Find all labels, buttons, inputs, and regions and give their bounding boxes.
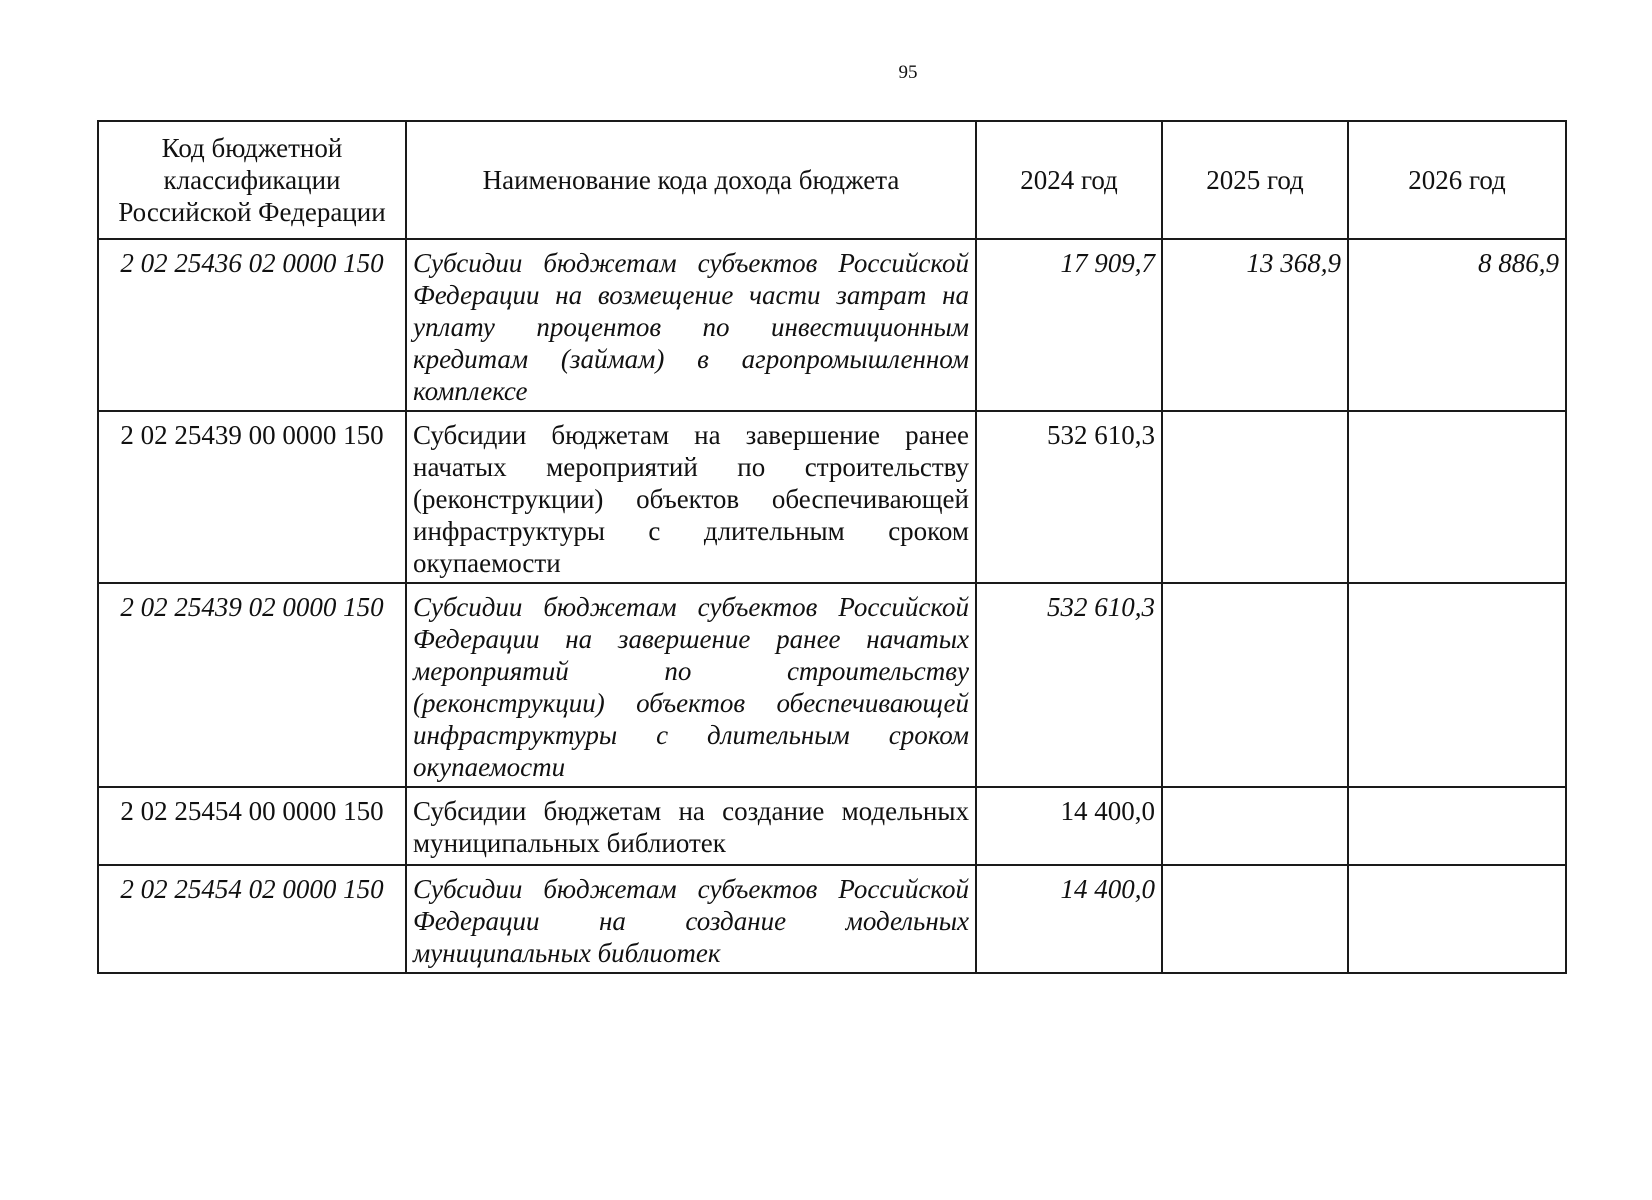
row-code: 2 02 25439 02 0000 150 bbox=[98, 583, 406, 787]
row-value-2025 bbox=[1162, 411, 1348, 583]
row-code: 2 02 25436 02 0000 150 bbox=[98, 239, 406, 411]
row-value-2026 bbox=[1348, 583, 1566, 787]
row-value-2024: 17 909,7 bbox=[976, 239, 1162, 411]
table-header-row bbox=[98, 121, 1566, 239]
row-value-2025: 13 368,9 bbox=[1162, 239, 1348, 411]
budget-revenue-table bbox=[97, 120, 1567, 974]
header-budget-code: Код бюджетной классификации Российской Федерации bbox=[98, 121, 406, 239]
header-year-2025: 2025 год bbox=[1162, 121, 1348, 239]
row-name: Субсидии бюджетам субъектов Российской Федерации на возмещение части затрат на уплату процентов по инвестиционным кредитам (займам) в агропромышленном комплексе bbox=[406, 239, 976, 411]
table-row bbox=[98, 583, 1566, 787]
header-revenue-name: Наименование кода дохода бюджета bbox=[406, 121, 976, 239]
table-row bbox=[98, 411, 1566, 583]
row-value-2025 bbox=[1162, 787, 1348, 865]
header-year-2024: 2024 год bbox=[976, 121, 1162, 239]
row-value-2025 bbox=[1162, 865, 1348, 973]
row-value-2026 bbox=[1348, 865, 1566, 973]
table-row bbox=[98, 787, 1566, 865]
row-value-2024: 532 610,3 bbox=[976, 411, 1162, 583]
row-value-2024: 532 610,3 bbox=[976, 583, 1162, 787]
row-value-2026 bbox=[1348, 787, 1566, 865]
row-name: Субсидии бюджетам субъектов Российской Федерации на завершение ранее начатых мероприятий по строительству (реконструкции) объектов обеспечивающей инфраструктуры с длительным сроком окупаемости bbox=[406, 583, 976, 787]
row-code: 2 02 25454 02 0000 150 bbox=[98, 865, 406, 973]
row-value-2025 bbox=[1162, 583, 1348, 787]
row-name: Субсидии бюджетам на создание модельных муниципальных библиотек bbox=[406, 787, 976, 865]
row-code: 2 02 25439 00 0000 150 bbox=[98, 411, 406, 583]
row-value-2024: 14 400,0 bbox=[976, 865, 1162, 973]
row-name: Субсидии бюджетам на завершение ранее начатых мероприятий по строительству (реконструкции) объектов обеспечивающей инфраструктуры с длительным сроком окупаемости bbox=[406, 411, 976, 583]
row-value-2026: 8 886,9 bbox=[1348, 239, 1566, 411]
header-year-2026: 2026 год bbox=[1348, 121, 1566, 239]
table-row bbox=[98, 865, 1566, 973]
page-number: 95 bbox=[898, 62, 918, 83]
row-value-2024: 14 400,0 bbox=[976, 787, 1162, 865]
row-name: Субсидии бюджетам субъектов Российской Федерации на создание модельных муниципальных библиотек bbox=[406, 865, 976, 973]
row-value-2026 bbox=[1348, 411, 1566, 583]
table-row bbox=[98, 239, 1566, 411]
row-code: 2 02 25454 00 0000 150 bbox=[98, 787, 406, 865]
